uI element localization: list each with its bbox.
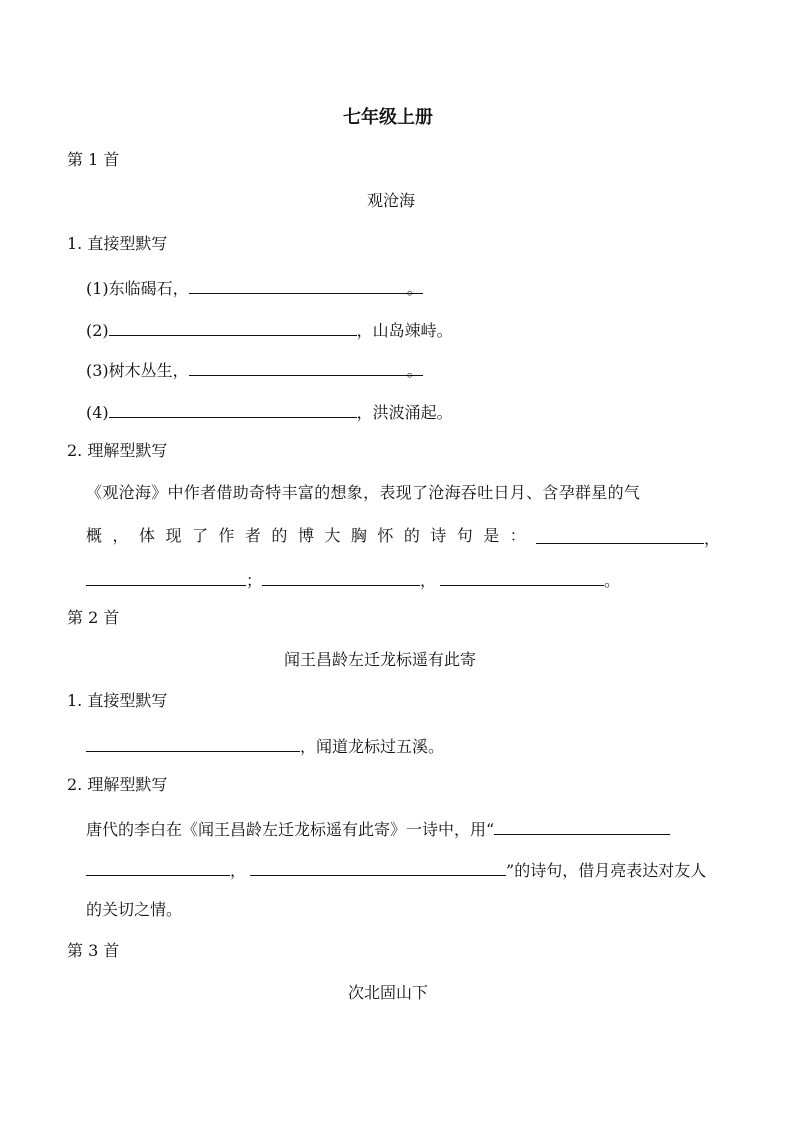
separator-comma: ， [704,529,721,548]
s1-q2-line-3c [440,568,620,591]
section-2-q1-label: 1. 直接型默写 [67,691,168,710]
answer-blank[interactable] [536,526,704,544]
answer-blank[interactable] [189,358,421,376]
s2-q1-line [86,734,444,757]
char: 的 [403,526,420,545]
answer-blank-tail [409,358,423,376]
s1-q2-line-3b [262,568,436,591]
answer-blank[interactable] [109,318,357,336]
answer-blank[interactable] [109,400,357,418]
char: 句 [456,526,473,545]
answer-blank[interactable] [86,858,230,876]
separator-period: 。 [604,571,621,590]
section-2-heading: 第 2 首 [67,608,120,627]
s2-q2-line-3: 的关切之情。 [86,900,183,919]
char: 怀 [377,526,394,545]
section-2-poem-title: 闻王昌龄左迁龙标遥有此寄 [284,650,477,669]
s2-q2-line-1 [86,817,670,840]
answer-blank-tail [409,276,423,294]
page-title: 七年级上册 [343,107,433,128]
char: ， [112,526,129,545]
section-1-poem-title: 观沧海 [367,191,416,210]
item-text-after: 。 [406,361,423,380]
char: 作 [218,526,235,545]
section-1-heading: 第 1 首 [67,150,120,169]
char: 大 [324,526,341,545]
answer-blank[interactable] [189,276,421,294]
item-number: (3) [86,361,109,380]
line-text: ，闻道龙标过五溪。 [300,737,445,756]
answer-blank[interactable] [86,734,300,752]
item-number: (1) [86,279,109,298]
item-text-after: ，山岛竦峙。 [356,321,453,340]
answer-blank[interactable] [494,817,670,835]
item-text-after: 。 [406,279,423,298]
char: 体 [138,526,155,545]
separator-comma: ， [230,861,247,880]
s2-q2-line-2 [86,858,706,881]
item-text-after: ，洪波涌起。 [356,403,453,422]
answer-blank[interactable] [262,568,420,586]
char: 是 [483,526,500,545]
s1-q1-item-4 [86,400,453,423]
section-2-q2-label: 2. 理解型默写 [67,775,168,794]
s1-q1-item-2 [86,318,453,341]
separator-semicolon: ； [246,571,263,590]
section-1-q1-label: 1. 直接型默写 [67,234,168,253]
s1-q2-line-2 [86,526,526,546]
char: 胸 [350,526,367,545]
s1-q1-item-3 [86,358,423,381]
char: 概 [86,526,103,545]
section-1-q2-label: 2. 理解型默写 [67,441,168,460]
item-number: (4) [86,403,109,422]
char: 了 [191,526,208,545]
answer-blank[interactable] [250,858,506,876]
item-text-before: 东临碣石， [108,279,189,298]
section-3-poem-title: 次北固山下 [348,983,429,1002]
char: 的 [271,526,288,545]
char: 现 [165,526,182,545]
s1-q1-item-1 [86,276,423,299]
separator-comma: ， [420,571,437,590]
char: ： [509,526,526,545]
char: 博 [297,526,314,545]
s1-q2-blank-1-wrap [536,526,720,549]
answer-blank[interactable] [86,568,246,586]
char: 者 [244,526,261,545]
answer-blank[interactable] [440,568,604,586]
section-3-heading: 第 3 首 [67,941,120,960]
item-number: (2) [86,321,109,340]
s1-q2-line-3 [86,568,262,591]
s1-q2-line-1: 《观沧海》中作者借助奇特丰富的想象，表现了沧海吞吐日月、含孕群星的气 [86,483,641,502]
line-text: ”的诗句，借月亮表达对友人 [506,861,707,880]
item-text-before: 树木丛生， [108,361,189,380]
line-text: 唐代的李白在《闻王昌龄左迁龙标遥有此寄》一诗中，用“ [86,820,495,839]
char: 诗 [430,526,447,545]
